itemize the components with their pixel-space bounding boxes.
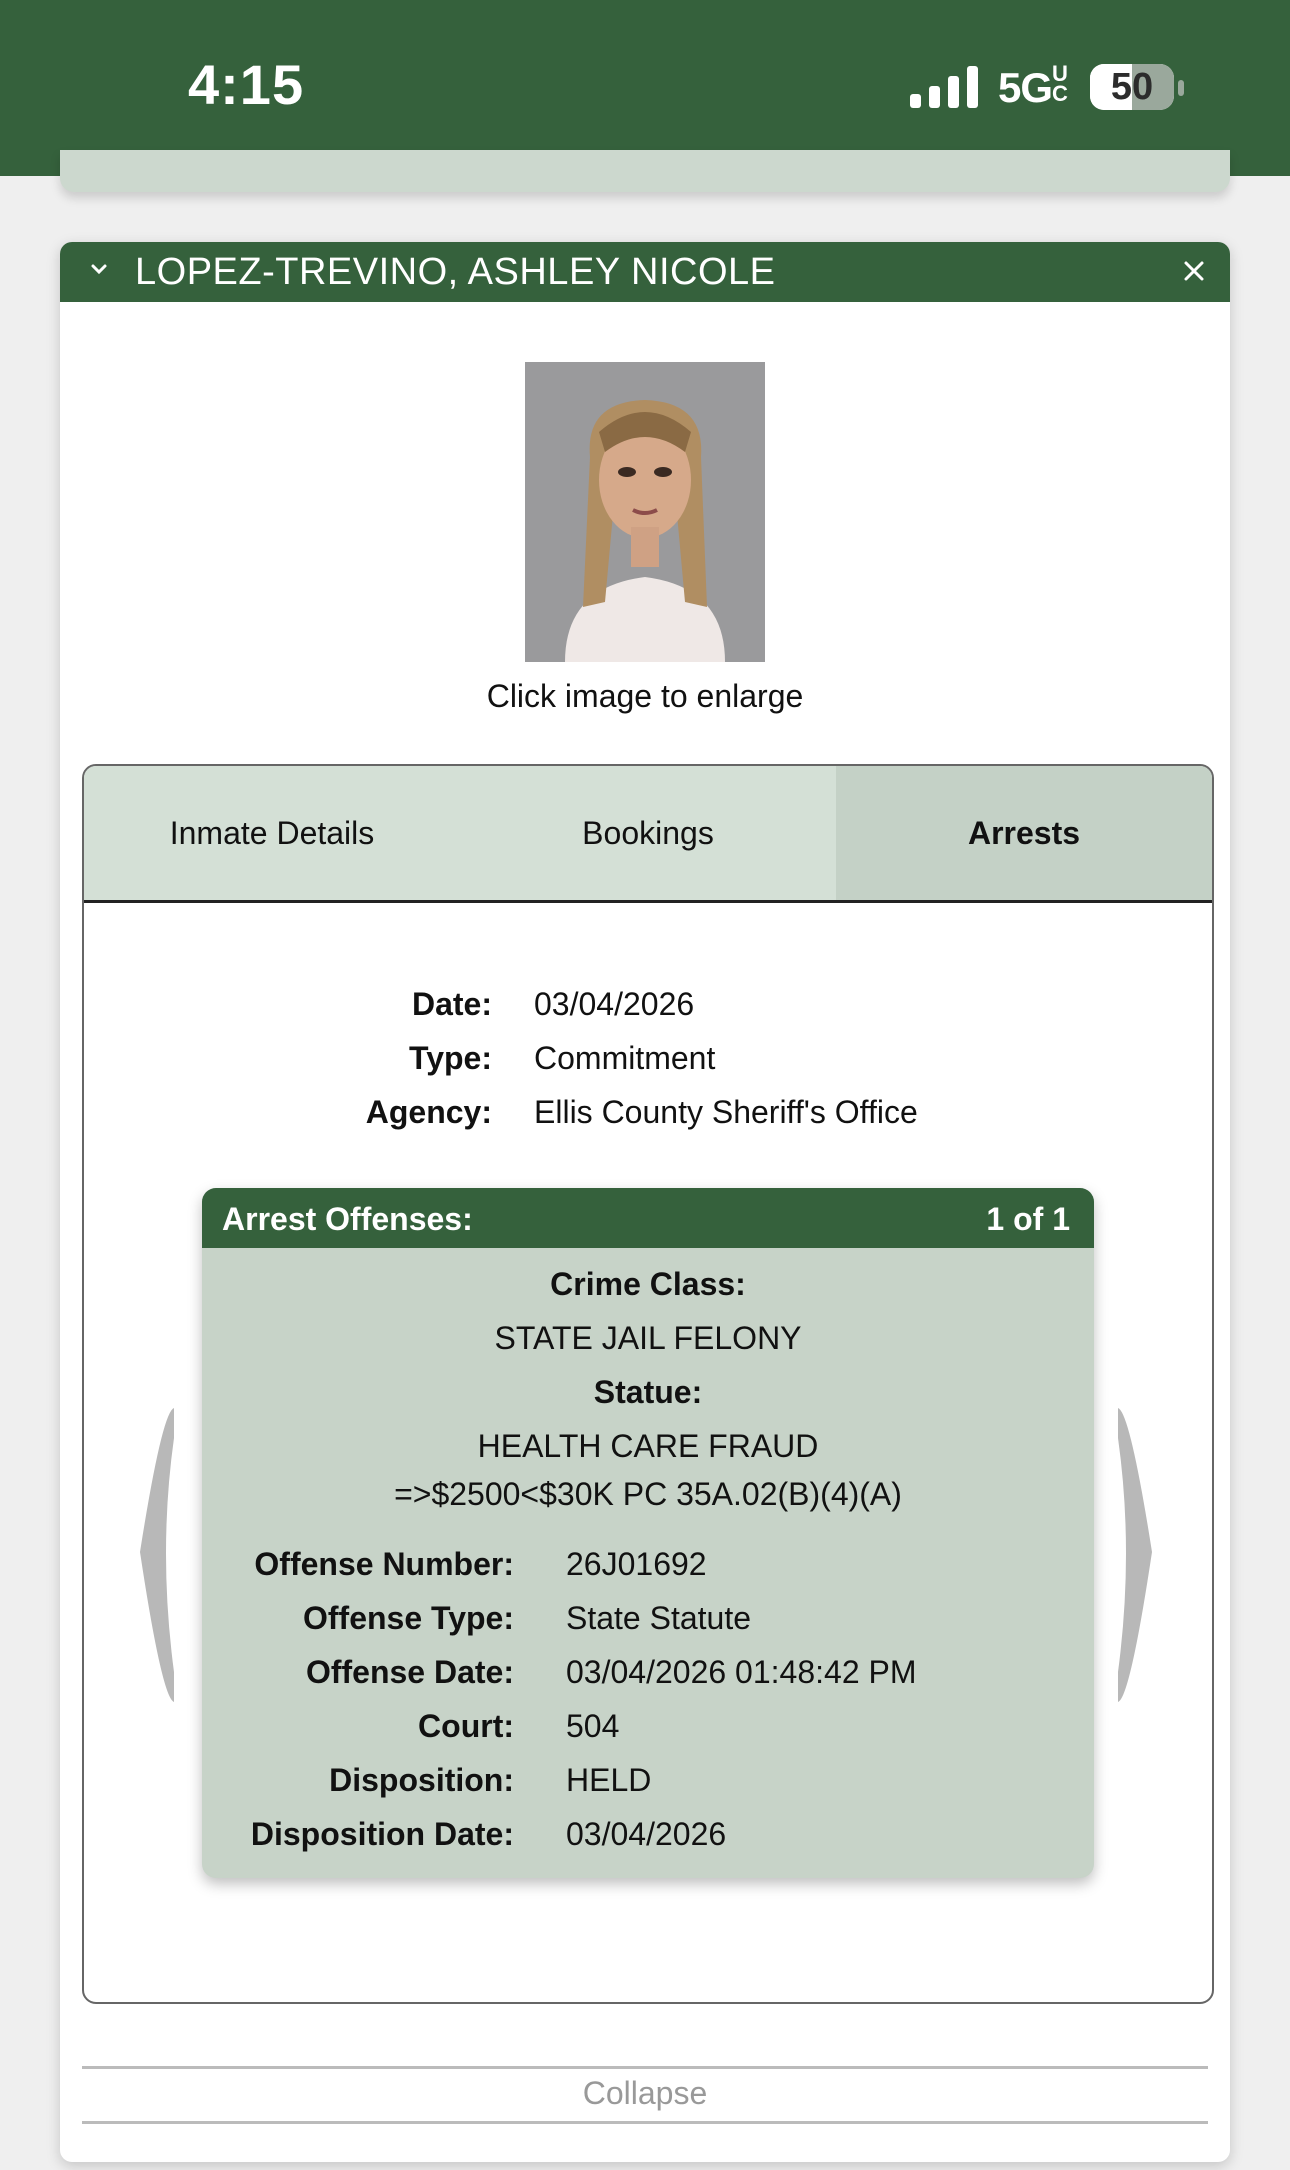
tab-inmate-details[interactable]: Inmate Details xyxy=(84,766,460,903)
disposition-label: Disposition: xyxy=(329,1762,514,1798)
offense-number-row xyxy=(202,1546,1094,1596)
disposition-date-row xyxy=(202,1816,1094,1866)
court-value: 504 xyxy=(566,1708,620,1744)
arrest-type-value: Commitment xyxy=(534,1040,716,1076)
offense-number-value: 26J01692 xyxy=(566,1546,707,1582)
offense-type-row xyxy=(202,1600,1094,1650)
battery-nub xyxy=(1178,80,1184,96)
status-time: 4:15 xyxy=(188,53,305,116)
chevron-down-icon[interactable] xyxy=(88,258,110,280)
previous-card-edge xyxy=(60,150,1230,192)
arrest-date-row xyxy=(84,986,1212,1036)
arrest-agency-value: Ellis County Sheriff's Office xyxy=(534,1094,918,1130)
arrest-type-row xyxy=(84,1040,1212,1090)
card-header[interactable] xyxy=(60,242,1230,302)
tab-arrests[interactable]: Arrests xyxy=(836,766,1212,903)
arrest-offense-card xyxy=(202,1188,1094,1878)
collapse-bar xyxy=(82,2066,1208,2124)
offense-date-row xyxy=(202,1654,1094,1704)
collapse-button[interactable]: Collapse xyxy=(582,2075,708,2111)
statue-value-line1: HEALTH CARE FRAUD xyxy=(477,1428,819,1464)
offense-number-label: Offense Number: xyxy=(254,1546,514,1582)
network-label: 5G xyxy=(998,64,1053,111)
arrest-date-value: 03/04/2026 xyxy=(534,986,695,1022)
disposition-date-label: Disposition Date: xyxy=(250,1816,514,1852)
offense-date-label: Offense Date: xyxy=(305,1654,514,1690)
disposition-value: HELD xyxy=(566,1762,652,1798)
battery-icon xyxy=(1090,64,1174,110)
court-label: Court: xyxy=(418,1708,514,1744)
offense-date-value: 03/04/2026 01:48:42 PM xyxy=(566,1654,917,1690)
statue-value-line2: =>$2500<$30K PC 35A.02(B)(4)(A) xyxy=(394,1476,902,1512)
disposition-row xyxy=(202,1762,1094,1812)
detail-tabs-panel xyxy=(82,764,1214,2004)
statue-label: Statue: xyxy=(593,1374,703,1410)
mugshot-photo[interactable] xyxy=(525,362,765,662)
crime-class-value: STATE JAIL FELONY xyxy=(494,1320,802,1356)
battery-level: 50 xyxy=(1110,66,1154,108)
disposition-date-value: 03/04/2026 xyxy=(566,1816,727,1852)
arrest-agency-label: Agency: xyxy=(365,1094,492,1130)
offense-header xyxy=(202,1188,1094,1248)
offense-pager: 1 of 1 xyxy=(986,1201,1070,1237)
crime-class-label: Crime Class: xyxy=(550,1266,746,1302)
photo-hint: Click image to enlarge xyxy=(486,678,804,714)
court-row xyxy=(202,1708,1094,1758)
offense-type-label: Offense Type: xyxy=(303,1600,514,1636)
tab-bookings[interactable]: Bookings xyxy=(460,766,836,903)
close-icon[interactable] xyxy=(1175,252,1213,290)
arrest-date-label: Date: xyxy=(411,986,492,1022)
offense-header-title: Arrest Offenses: xyxy=(222,1201,473,1237)
cellular-signal-icon xyxy=(910,66,978,108)
previous-offense-arrow-icon[interactable] xyxy=(132,1402,192,1708)
inmate-card xyxy=(60,242,1230,2162)
offense-type-value: State Statute xyxy=(566,1600,752,1636)
mugshot-image xyxy=(525,362,765,662)
arrest-type-label: Type: xyxy=(409,1040,492,1076)
inmate-name: LOPEZ-TREVINO, ASHLEY NICOLE xyxy=(135,251,776,293)
arrest-agency-row xyxy=(84,1094,1212,1144)
network-suffix: UC xyxy=(1052,61,1067,106)
next-offense-arrow-icon[interactable] xyxy=(1100,1402,1160,1708)
network-type xyxy=(998,61,1070,112)
